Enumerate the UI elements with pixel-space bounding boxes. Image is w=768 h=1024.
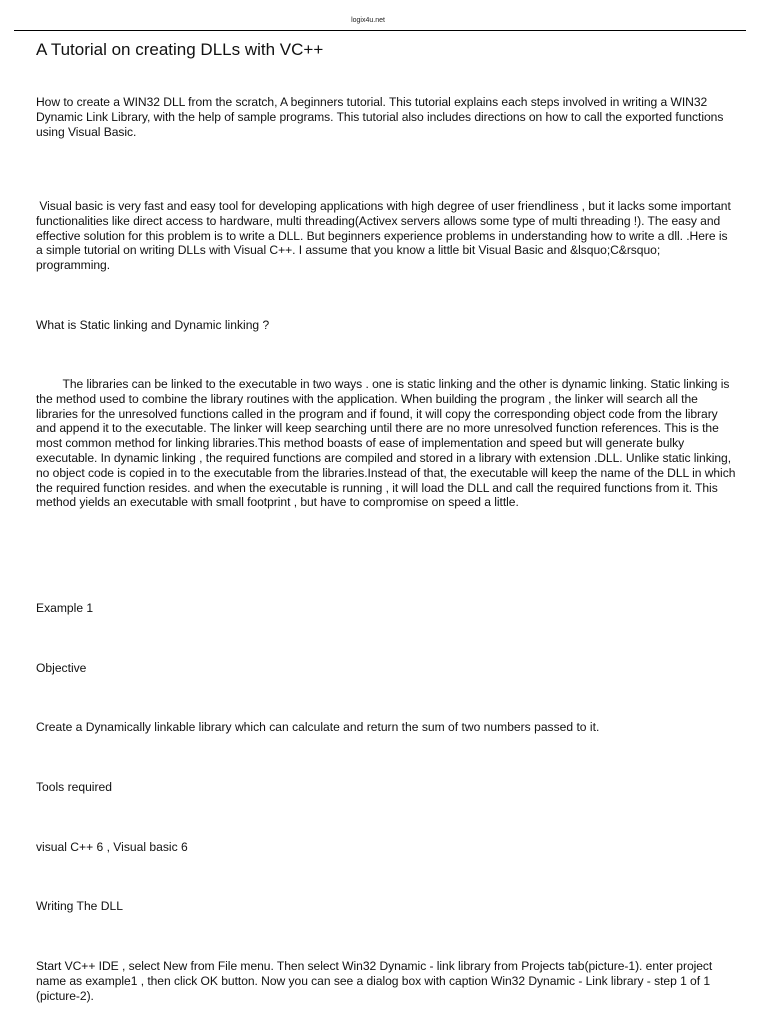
document-title: A Tutorial on creating DLLs with VC++	[36, 40, 324, 59]
site-header: logix4u.net	[351, 17, 385, 24]
tools-heading: Tools required	[36, 780, 112, 794]
intro-paragraph: How to create a WIN32 DLL from the scratch, A beginners tutorial. This tutorial explains each steps involved in writing a WIN32 Dynamic Link Library, with the help of sample programs. This tutorial also includes directions on how to call the exported functions using Visual Basic.	[36, 95, 724, 139]
linking-paragraph: The libraries can be linked to the executable in two ways . one is static linking and the other is dynamic linking. Static linking is the method used to combine the library routines with the application. When building the program , the linker will search all the libraries for the unresolved functions called in the program and if found, it will copy the corresponding object code from the library and append it to the executable. The linker will keep searching until there are no more unresolved function references. This is the most common method for linking libraries.This method boasts of ease of implementation and speed but will generate bulky executable. In dynamic linking , the required functions are compiled and stored in a library with extension .DLL. Unlike static linking, no object code is copied in to the executable from the libraries.Instead of that, the executable will keep the name of the DLL in which the required function resides. and when the executable is running , it will load the DLL and call the required functions from it. This method yields an executable with small footprint , but have to compromise on speed a little.	[36, 377, 739, 510]
objective-text: Create a Dynamically linkable library which can calculate and return the sum of two numbers passed to it.	[36, 720, 600, 734]
header-divider	[14, 30, 746, 31]
example-heading: Example 1	[36, 601, 94, 615]
visual-basic-paragraph: Visual basic is very fast and easy tool for developing applications with high degree of user friendliness , but it lacks some important functionalities like direct access to hardware, multi threading(Activex servers allows some type of multi threading !). The easy and effective solution for this problem is to write a DLL. But beginners experience problems in understanding how to write a dll. .Here is a simple tutorial on writing DLLs with Visual C++. I assume that you know a little bit Visual Basic and &lsquo;C&rsquo; programming.	[36, 199, 735, 273]
static-dynamic-heading: What is Static linking and Dynamic linking ?	[36, 318, 270, 332]
objective-heading: Objective	[36, 661, 87, 675]
writing-heading: Writing The DLL	[36, 899, 123, 913]
start-paragraph: Start VC++ IDE , select New from File menu. Then select Win32 Dynamic - link library from Projects tab(picture-1). enter project name as example1 , then click OK button. Now you can see a dialog box with caption Win32 Dynamic - Link library - step 1 of 1 (picture-2).	[36, 959, 713, 1003]
tools-text: visual C++ 6 , Visual basic 6	[36, 840, 188, 854]
